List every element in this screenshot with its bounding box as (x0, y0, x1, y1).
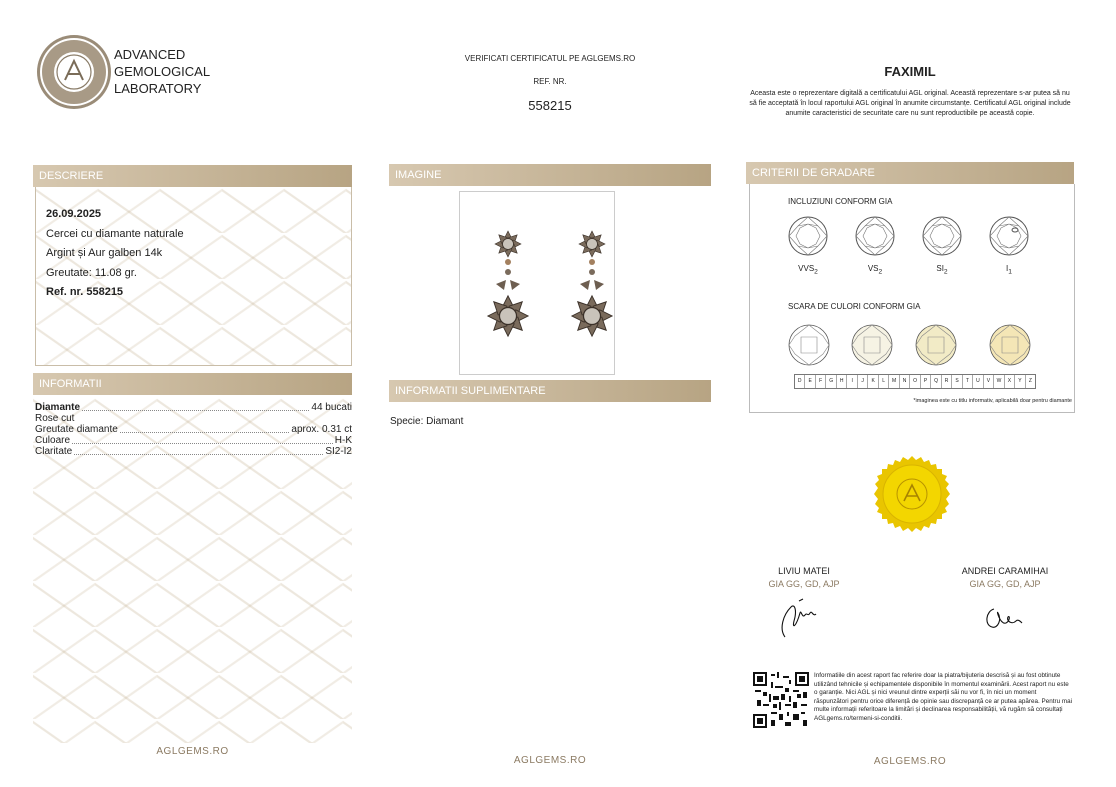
color-grade: D (795, 375, 805, 388)
color-grade: X (1005, 375, 1015, 388)
color-grade: Q (931, 375, 941, 388)
color-grade: S (952, 375, 962, 388)
clarity-label: I (1006, 264, 1009, 273)
color-grade: K (868, 375, 878, 388)
descriere-ref: Ref. nr. 558215 (46, 286, 124, 298)
color-grade: E (805, 375, 815, 388)
qr-code-icon (753, 672, 809, 728)
agl-seal-icon (36, 34, 112, 110)
signature-1 (769, 595, 839, 643)
descriere-panel (35, 187, 352, 366)
descriere-line3: Greutate: 11.08 gr. (46, 266, 137, 279)
culori-title: SCARA DE CULORI CONFORM GIA (788, 302, 921, 311)
faximil-text: Aceasta este o reprezentare digitală a certificatului AGL original. Această reprezentare s-ar putea să nu să fie acceptată în locul raportului AGL original în anumite circumstanțe. Certificatul AGL original include anumite caracteristici de securitate care nu sunt reproductibile pe această copie. (749, 90, 1071, 117)
footer-link-left[interactable]: AGLGEMS.RO (156, 746, 229, 757)
clarity-label: VVS (798, 264, 815, 273)
suplimentare-header: INFORMATII SUPLIMENTARE (389, 380, 711, 402)
clarity-row (788, 216, 1029, 276)
signer-name: LIVIU MATEI (778, 566, 830, 576)
footer-link-middle[interactable]: AGLGEMS.RO (513, 755, 587, 766)
clarity-label: VS (867, 264, 879, 273)
clarity-item (788, 216, 828, 276)
color-grade: R (942, 375, 952, 388)
informatii-header: INFORMATII (33, 373, 352, 395)
right-earring (572, 231, 612, 336)
color-grade: V (984, 375, 994, 388)
product-image (459, 191, 615, 375)
info-row-culoare (35, 435, 352, 446)
qr-code[interactable] (753, 672, 809, 728)
clarity-label: SI (936, 264, 944, 273)
color-grade: L (879, 375, 889, 388)
signature-2 (970, 595, 1040, 643)
info-row-greutate (35, 424, 352, 435)
color-grade: I (847, 375, 857, 388)
color-scale (794, 374, 1036, 389)
diamond-icon (788, 216, 828, 256)
ref-label: REF. NR. (533, 77, 567, 86)
info-row-cut (35, 413, 352, 424)
lab-name-line3: LABORATORY (114, 81, 202, 96)
ref-number: 558215 (528, 98, 572, 113)
disclaimer-text: Informatiile din acest raport fac referire doar la piatra/bijuteria descrisă și au fost obtinute utilizând tehnicile și echipamentele disponibile în momentul examinării. Acest raport nu este o garanție. Nici AGL și nici vreunul dintre experții săi nu vor fi, în nici un moment răspunzători pentru orice diferență de opinie sau discrepanță ce ar putea apărea. Pentru mai multe informații referitoare la limitări și declinarea responsabilității, vă rugăm să consultați AGLgems.ro/termeni-si-conditii. (814, 672, 1072, 722)
gold-seal (874, 456, 950, 532)
clarity-item (855, 216, 895, 276)
criterii-panel (749, 184, 1075, 413)
signer-credentials: GIA GG, GD, AJP (768, 579, 840, 589)
info-row-diamante (35, 402, 352, 413)
criterii-note: *imaginea este cu titlu informativ, aplicabilă doar pentru diamante (913, 398, 1072, 404)
color-circles (788, 324, 1048, 366)
verify-block (430, 54, 670, 113)
color-grade: G (826, 375, 836, 388)
lab-name-line2: GEMOLOGICAL (114, 64, 211, 79)
descriere-line2: Argint și Aur galben 14k (46, 247, 163, 259)
clarity-item (989, 216, 1029, 276)
imagine-header: IMAGINE (389, 164, 711, 186)
color-grade: P (921, 375, 931, 388)
info-row-claritate (35, 446, 352, 457)
signer-1 (754, 566, 854, 648)
footer-link-right[interactable]: AGLGEMS.RO (873, 756, 947, 767)
verify-title: VERIFICATI CERTIFICATUL PE AGLGEMS.RO (464, 54, 636, 63)
color-grade: M (889, 375, 899, 388)
info-value: 44 bucati (311, 402, 352, 413)
info-label: Claritate (35, 446, 73, 457)
info-value: SI2-I2 (325, 446, 352, 457)
clarity-sub: 2 (814, 268, 818, 276)
color-grade: F (816, 375, 826, 388)
descriere-date: 26.09.2025 (46, 208, 102, 220)
descriere-line1: Cercei cu diamante naturale (46, 227, 184, 240)
color-grade: Z (1028, 378, 1032, 384)
info-value: H-K (334, 435, 352, 446)
clarity-sub: 1 (1008, 268, 1012, 276)
color-grade: W (994, 375, 1004, 388)
agl-logo (36, 34, 112, 110)
info-label: Culoare (35, 435, 71, 446)
signer-name: ANDREI CARAMIHAI (961, 566, 1049, 576)
color-grade: J (858, 375, 868, 388)
left-earring (488, 231, 528, 336)
info-label: Greutate diamante (35, 424, 118, 435)
clarity-sub: 2 (878, 268, 883, 276)
color-grade: O (910, 375, 920, 388)
info-label: Diamante (35, 402, 81, 413)
lab-name-line1: ADVANCED (114, 47, 186, 62)
faximil-block (746, 64, 1074, 119)
color-grade: H (837, 375, 847, 388)
color-grade: U (973, 375, 983, 388)
info-value: aprox. 0.31 ct (291, 424, 352, 435)
specie-text: Specie: Diamant (390, 416, 464, 427)
lab-name (114, 46, 210, 97)
criterii-header: CRITERII DE GRADARE (746, 162, 1074, 184)
clarity-sub: 2 (943, 268, 948, 276)
diamond-icon (989, 216, 1029, 256)
incluziuni-title: INCLUZIUNI CONFORM GIA (788, 197, 893, 206)
info-label: Rose cut (35, 413, 75, 424)
gold-seal-icon (874, 456, 950, 532)
descriere-header: DESCRIERE (33, 165, 352, 187)
earrings-image (460, 192, 614, 374)
informatii-panel (33, 397, 352, 743)
faximil-title: FAXIMIL (884, 64, 936, 79)
diamond-icon (922, 216, 962, 256)
signer-2 (950, 566, 1060, 648)
color-grade: T (963, 375, 973, 388)
color-diamonds-icon (788, 324, 1048, 366)
clarity-item (922, 216, 962, 276)
color-grade: N (900, 375, 910, 388)
signer-credentials: GIA GG, GD, AJP (969, 579, 1041, 589)
color-grade: Y (1015, 375, 1025, 388)
diamond-icon (855, 216, 895, 256)
